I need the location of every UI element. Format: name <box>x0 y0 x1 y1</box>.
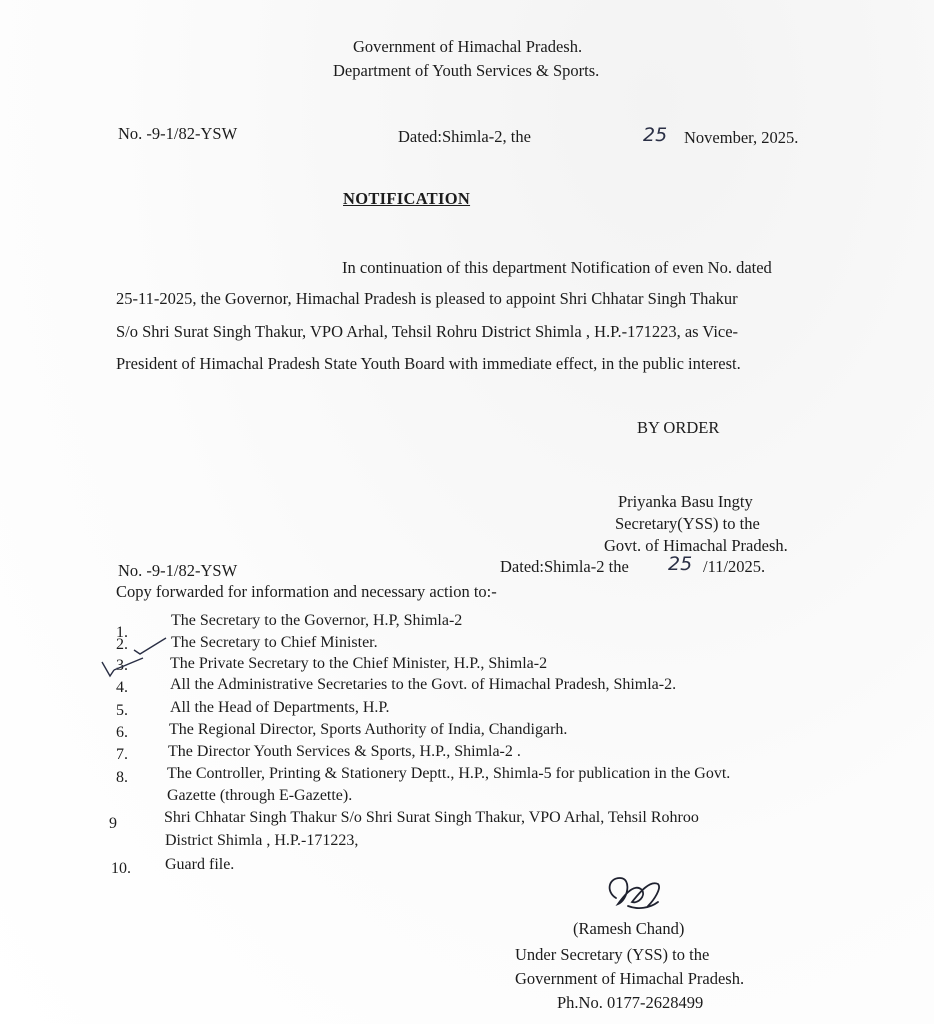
recipient-number: 5. <box>116 702 128 719</box>
recipient-text: Shri Chhatar Singh Thakur S/o Shri Surat Singh Thakur, VPO Arhal, Tehsil Rohroo <box>164 809 699 826</box>
body-line-2: 25-11-2025, the Governor, Himachal Pradesh is pleased to appoint Shri Chhatar Singh Thakur <box>116 289 738 308</box>
recipient-text-cont: District Shimla , H.P.-171223, <box>165 832 359 849</box>
recipient-number: 10. <box>111 860 131 877</box>
recipient-number: 7. <box>116 746 128 763</box>
recipient-text: Guard file. <box>165 856 235 873</box>
copy-dated-label: Dated:Shimla-2 the <box>500 557 629 576</box>
header-government: Government of Himachal Pradesh. <box>353 37 583 56</box>
signatory2-govt: Government of Himachal Pradesh. <box>515 969 745 988</box>
signatory2-designation: Under Secretary (YSS) to the <box>515 945 710 964</box>
signatory1-govt: Govt. of Himachal Pradesh. <box>604 536 788 555</box>
recipient-text: The Secretary to Chief Minister. <box>171 634 378 651</box>
recipient-text: All the Administrative Secretaries to the Govt. of Himachal Pradesh, Shimla-2. <box>170 676 677 693</box>
ref-day-handwritten: 25 <box>643 124 668 146</box>
signature-icon <box>598 870 668 920</box>
header-department: Department of Youth Services & Sports. <box>333 61 600 80</box>
recipient-text-cont: Gazette (through E-Gazette). <box>167 787 353 804</box>
recipient-text: The Secretary to the Governor, H.P, Shimla-2 <box>171 612 463 629</box>
ref-month-year: November, 2025. <box>684 128 799 147</box>
recipient-number: 4. <box>116 679 128 696</box>
recipient-number: 3. <box>116 657 128 674</box>
body-line-3: S/o Shri Surat Singh Thakur, VPO Arhal, Tehsil Rohru District Shimla , H.P.-171223, as Vice- <box>116 322 739 341</box>
recipient-text: All the Head of Departments, H.P. <box>170 699 390 716</box>
body-line-1: In continuation of this department Notification of even No. dated <box>342 258 772 277</box>
recipient-number: 9 <box>109 815 117 832</box>
recipient-number: 8. <box>116 769 128 786</box>
recipient-text: The Controller, Printing & Stationery Deptt., H.P., Shimla-5 for publication in the Govt. <box>167 765 731 782</box>
recipient-text: The Regional Director, Sports Authority of India, Chandigarh. <box>169 721 568 738</box>
recipient-text: The Director Youth Services & Sports, H.P., Shimla-2 . <box>168 743 521 760</box>
copy-date-rest: /11/2025. <box>703 557 766 576</box>
signatory2-name: (Ramesh Chand) <box>573 919 685 938</box>
signatory1-designation: Secretary(YSS) to the <box>615 514 760 533</box>
copy-day-handwritten: 25 <box>668 553 693 575</box>
copy-forwarded: Copy forwarded for information and necessary action to:- <box>116 582 497 601</box>
recipient-number: 6. <box>116 724 128 741</box>
body-line-4: President of Himachal Pradesh State Youth Board with immediate effect, in the public interest. <box>116 354 741 373</box>
ref-dated-label: Dated:Shimla-2, the <box>398 127 531 146</box>
by-order: BY ORDER <box>637 418 720 437</box>
ref-number: No. -9-1/82-YSW <box>118 124 238 143</box>
notification-title: NOTIFICATION <box>343 189 471 208</box>
recipient-text: The Private Secretary to the Chief Minister, H.P., Shimla-2 <box>170 655 548 672</box>
recipient-number: 2. <box>116 636 128 653</box>
signatory1-name: Priyanka Basu Ingty <box>618 492 753 511</box>
recipient-number: 1. <box>116 624 128 641</box>
signatory2-phone: Ph.No. 0177-2628499 <box>557 993 704 1012</box>
tick-mark-icon <box>98 650 148 680</box>
copy-number: No. -9-1/82-YSW <box>118 561 238 580</box>
